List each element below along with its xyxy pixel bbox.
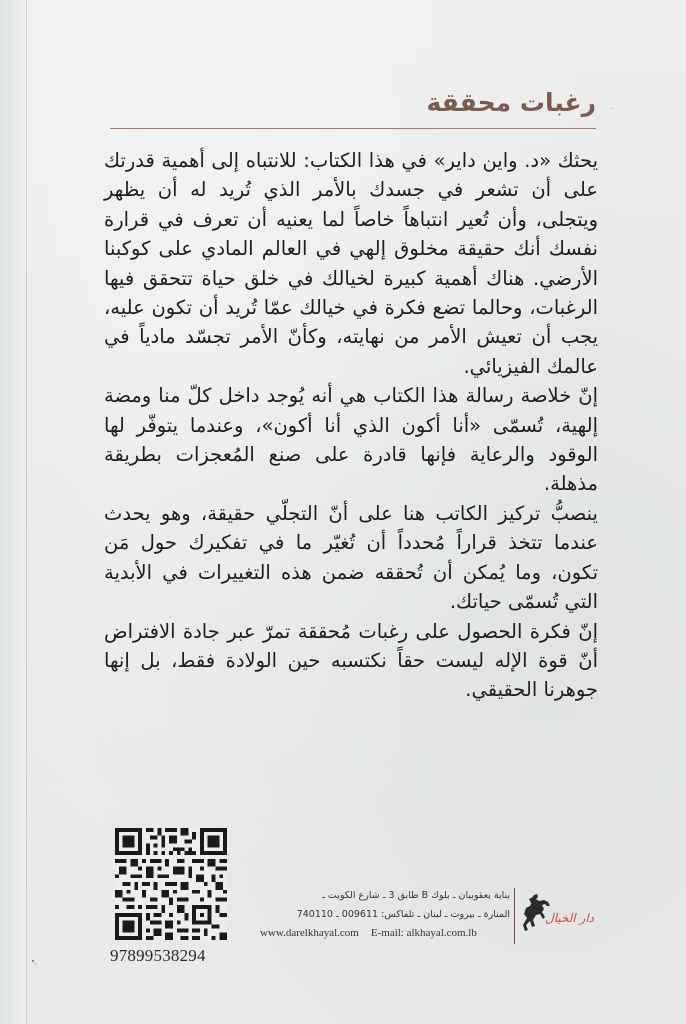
blurb-paragraph-4: إنّ فكرة الحصول على رغبات مُحققة تمرّ عبر جادة الافتراض أنّ قوة الإله ليست حقاً نكتسبه حين الولادة فقط، بل إنها جوهرنا الحقيقي. (104, 619, 598, 702)
spine-fold-line (26, 0, 27, 1024)
blurb-paragraph-1: يحثك «د. واين داير» في هذا الكتاب: للانتباه إلى أهمية قدرتك على أن تشعر في جسدك بالأمر الذي تُريد له أن يظهر ويتجلى، وأن تُعير انتباهاً خاصاً لما يعنيه أن تعرف في قرارة نفسك أنك حقيقة مخلوق إلهي في العالم المادي على كوكبنا الأرضي. هناك أهمية كبيرة لخيالك في خلق حياة تتحقق فيها الرغبات، وحالما تضع فكرة في خيالك عمّا تُريد أن تكون عليه، يجب أن تعيش الأمر من نهايته، وكأنّ الأمر تجسّد مادياً في عالمك الفيزيائي. (104, 149, 598, 378)
paper-speck (32, 960, 34, 962)
publisher-contact-line (260, 924, 510, 943)
spine-edge (0, 0, 27, 1024)
publisher-address-line-2: المنارة ـ بيروت ـ لبنان ـ تلفاكس: 009611 ـ 740110 (296, 909, 510, 920)
publisher-website: www.darelkhayal.com (260, 927, 359, 939)
title-divider (110, 128, 596, 129)
publisher-address-line-1: بناية يعقوبيان ـ بلوك B طابق 3 ـ شارع الكويت ـ (322, 890, 510, 901)
paper-speck (35, 963, 36, 964)
blurb-paragraph-2: إنّ خلاصة رسالة هذا الكتاب هي أنه يُوجد داخل كلّ منا ومضة إلهية، تُسمّى «أنا أكون الذي أنا أكون»، وعندما يتوفّر لها الوقود والرعاية فإنها قادرة على صنع المُعجزات بطريقة مذهلة. (104, 384, 598, 496)
publisher-divider (514, 888, 515, 944)
publisher-address-block (260, 886, 510, 943)
publisher-logo-text: دار الخيال (545, 911, 595, 925)
barcode-block (112, 828, 227, 966)
qr-code-icon (115, 828, 227, 940)
isbn-number: 97899538294 (110, 946, 206, 965)
blurb-paragraph-3: ينصبُّ تركيز الكاتب هنا على أنّ التجلّي حقيقة، وهو يحدث عندما تتخذ قراراً مُحدداً أن تُغيّر ما في تفكيرك حول مَن تكون، وما يُمكن أن تُحققه ضمن هذه التغييرات في الأبدية التي تُسمّى حياتك. (104, 501, 598, 614)
publisher-logo (520, 893, 595, 937)
publisher-info (260, 886, 518, 944)
book-title: رغبات محققة (426, 88, 596, 117)
paper-speck (611, 108, 612, 109)
publisher-email: E-mail: alkhayal.com.lb (370, 927, 477, 939)
blurb-text (104, 146, 598, 705)
